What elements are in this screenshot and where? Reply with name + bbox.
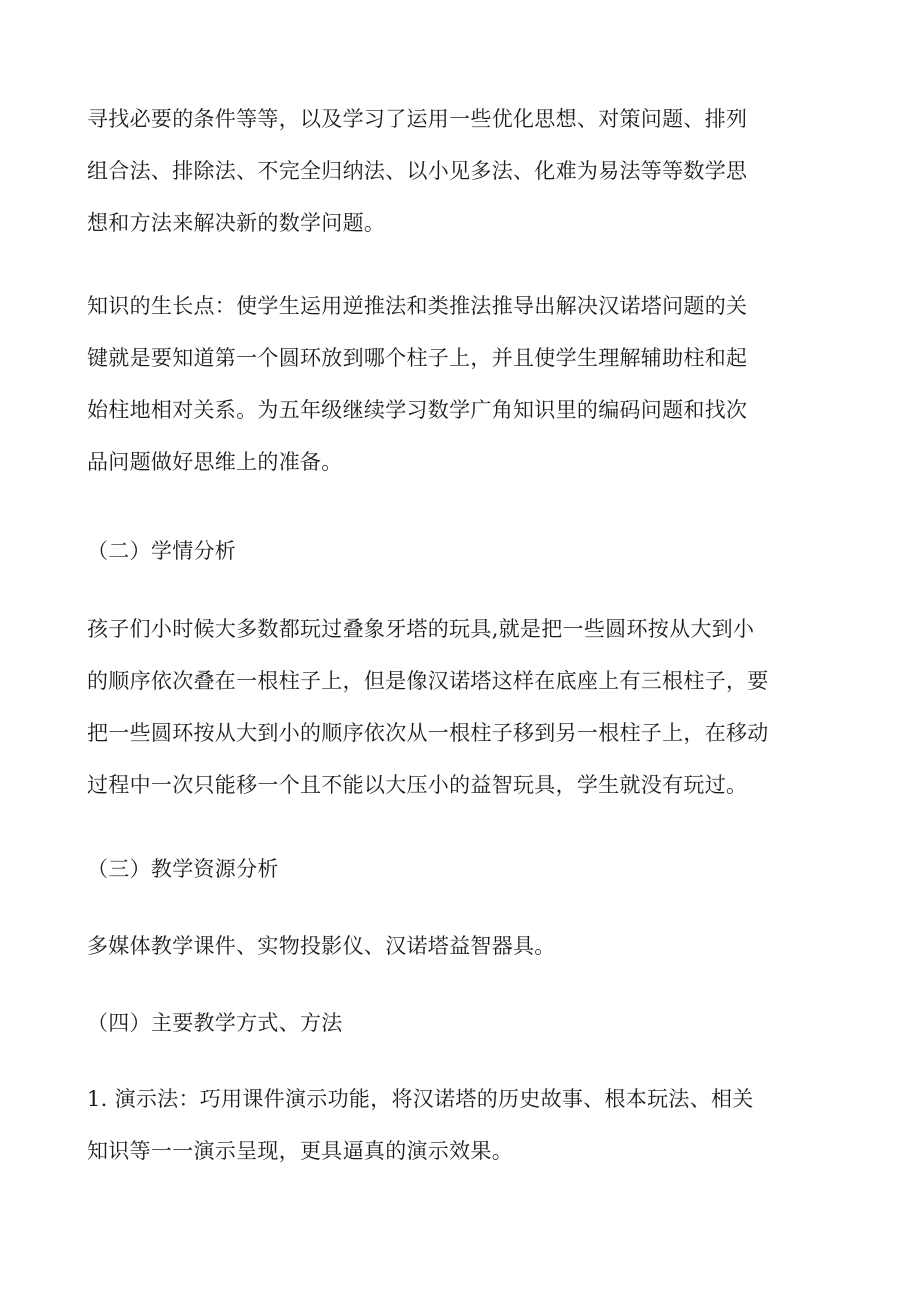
text-line: 多媒体教学课件、实物投影仪、汉诺塔益智器具。 <box>87 934 556 958</box>
paragraph-demonstration-method <box>87 1073 827 1177</box>
text-line: 品问题做好思维上的准备。 <box>87 450 343 474</box>
text-line: 键就是要知道第一个圆环放到哪个柱子上，并且使学生理解辅助柱和起 <box>87 346 748 370</box>
text-line: 始柱地相对关系。为五年级继续学习数学广角知识里的编码问题和找次 <box>87 398 748 422</box>
text-line: 过程中一次只能移一个且不能以大压小的益智玩具，学生就没有玩过。 <box>87 773 748 797</box>
text-line: 想和方法来解决新的数学问题。 <box>87 211 386 235</box>
text-line: 孩子们小时候大多数都玩过叠象牙塔的玩具,就是把一些圆环按从大到小 <box>87 617 755 641</box>
section-heading-learner-analysis <box>87 525 827 577</box>
paragraph-methods-summary <box>87 93 827 249</box>
paragraph-knowledge-growth <box>87 280 827 488</box>
section-heading-teaching-resources <box>87 843 827 895</box>
text-line: 1. 演示法：巧用课件演示功能，将汉诺塔的历史故事、根本玩法、相关 <box>87 1087 754 1111</box>
paragraph-learner-analysis <box>87 603 827 811</box>
text-line: 知识等一一演示呈现，更具逼真的演示效果。 <box>87 1139 513 1163</box>
text-line: （四）主要教学方式、方法 <box>87 1011 343 1035</box>
text-line: 组合法、排除法、不完全归纳法、以小见多法、化难为易法等等数学思 <box>87 159 748 183</box>
text-line: 寻找必要的条件等等，以及学习了运用一些优化思想、对策问题、排列 <box>87 107 748 131</box>
text-line: （二）学情分析 <box>87 539 237 563</box>
section-heading-teaching-methods <box>87 997 827 1049</box>
text-line: 知识的生长点：使学生运用逆推法和类推法推导出解决汉诺塔问题的关 <box>87 294 748 318</box>
text-line: （三）教学资源分析 <box>87 857 279 881</box>
paragraph-teaching-resources <box>87 920 827 972</box>
text-line: 把一些圆环按从大到小的顺序依次从一根柱子移到另一根柱子上，在移动 <box>87 721 769 745</box>
text-line: 的顺序依次叠在一根柱子上，但是像汉诺塔这样在底座上有三根柱子，要 <box>87 669 769 693</box>
